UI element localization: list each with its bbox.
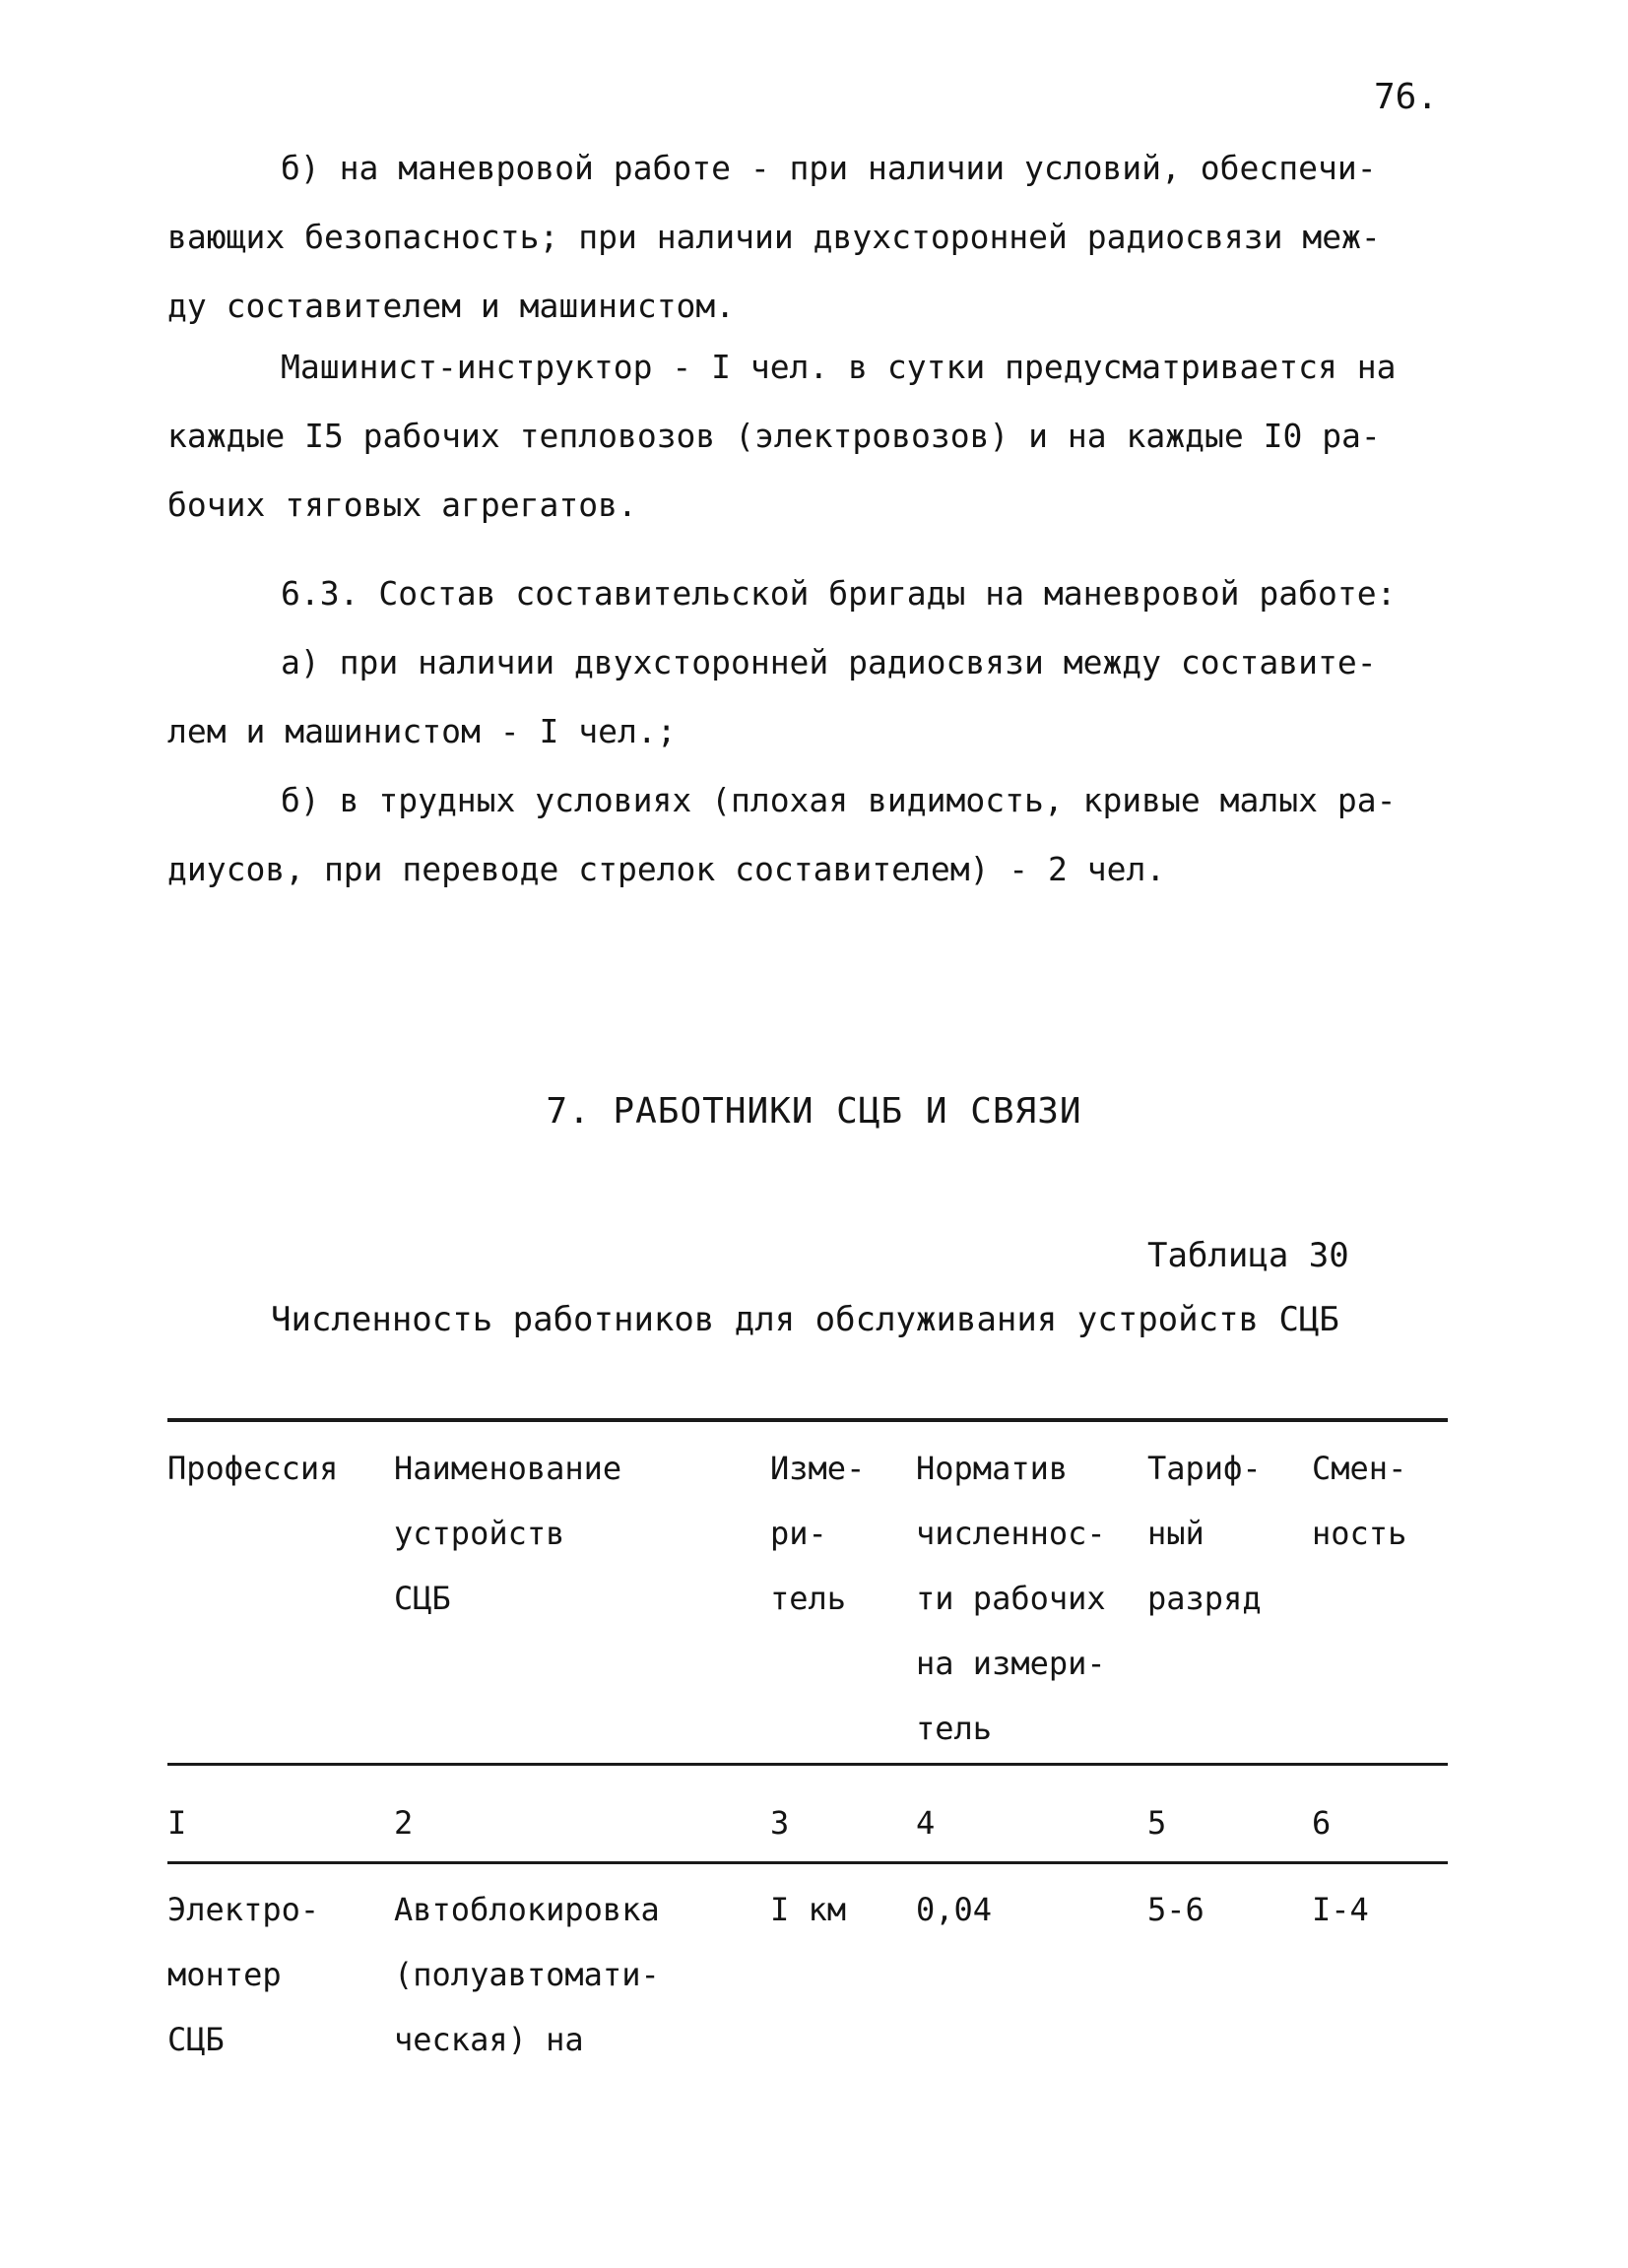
- cell-line: I-4: [1312, 1891, 1369, 1928]
- column-number: 3: [770, 1804, 790, 1842]
- column-number: 2: [394, 1804, 414, 1842]
- header-line: Изме-: [770, 1450, 866, 1487]
- header-tariff-grade: [1147, 1436, 1262, 1631]
- table-cell-shift: [1312, 1877, 1369, 1942]
- table-numbers-rule: [167, 1861, 1448, 1864]
- paragraph-instructor: [167, 333, 1458, 540]
- cell-line: ческая) на: [394, 2021, 584, 2058]
- text-line: а) при наличии двухсторонней радиосвязи между составите-: [281, 643, 1377, 681]
- table-cell-unit: [770, 1877, 846, 1942]
- paragraph-difficult-conditions: [167, 766, 1458, 904]
- table-top-rule: [167, 1418, 1448, 1422]
- column-number: I: [167, 1804, 187, 1842]
- header-norm: [916, 1436, 1106, 1761]
- header-line: Норматив: [916, 1450, 1069, 1487]
- header-line: Наименование: [394, 1450, 622, 1487]
- section-heading: 7. РАБОТНИКИ СЦБ И СВЯЗИ: [546, 1091, 1082, 1132]
- header-line: разряд: [1147, 1580, 1262, 1617]
- table-cell-grade: [1147, 1877, 1205, 1942]
- cell-line: (полуавтомати-: [394, 1956, 660, 1993]
- table-caption: Численность работников для обслуживания устройств СЦБ: [271, 1300, 1339, 1339]
- header-line: ри-: [770, 1515, 827, 1552]
- text-line: б) на маневровой работе - при наличии условий, обеспечи-: [281, 149, 1377, 187]
- header-line: тель: [916, 1710, 993, 1747]
- text-line: каждые I5 рабочих тепловозов (электровозов) и на каждые I0 ра-: [167, 417, 1381, 455]
- table-cell-device: [394, 1877, 660, 2072]
- text-line: Машинист-инструктор - I чел. в сутки предусматривается на: [281, 348, 1397, 386]
- table-header-rule: [167, 1763, 1448, 1766]
- table-label: Таблица 30: [1147, 1236, 1349, 1275]
- header-profession: [167, 1436, 338, 1501]
- text-line: лем и машинистом - I чел.;: [167, 712, 677, 750]
- text-line: б) в трудных условиях (плохая видимость, кривые малых ра-: [281, 781, 1397, 819]
- header-device-name: [394, 1436, 621, 1631]
- header-line: Тариф-: [1147, 1450, 1262, 1487]
- cell-line: Электро-: [167, 1891, 320, 1928]
- table-cell-profession: [167, 1877, 319, 2072]
- header-line: устройств: [394, 1515, 565, 1552]
- header-line: ти рабочих: [916, 1580, 1106, 1617]
- column-number: 6: [1312, 1804, 1332, 1842]
- cell-line: 0,04: [916, 1891, 993, 1928]
- paragraph-brigade-composition: [167, 559, 1458, 628]
- paragraph-radio-condition: [167, 628, 1458, 766]
- text-line: диусов, при переводе стрелок составителем) - 2 чел.: [167, 850, 1166, 888]
- paragraph-shunting-work: [167, 134, 1458, 341]
- header-line: численнос-: [916, 1515, 1106, 1552]
- header-line: на измери-: [916, 1645, 1106, 1682]
- table-cell-norm: [916, 1877, 992, 1942]
- text-line: вающих безопасность; при наличии двухсторонней радиосвязи меж-: [167, 218, 1381, 256]
- header-line: Смен-: [1312, 1450, 1407, 1487]
- page-number: 76.: [1374, 77, 1439, 117]
- column-number: 4: [916, 1804, 936, 1842]
- text-line: бочих тяговых агрегатов.: [167, 486, 637, 524]
- column-number: 5: [1147, 1804, 1167, 1842]
- header-line: Профессия: [167, 1450, 339, 1487]
- text-line: ду составителем и машинистом.: [167, 287, 736, 325]
- header-line: СЦБ: [394, 1580, 451, 1617]
- cell-line: 5-6: [1147, 1891, 1205, 1928]
- cell-line: I км: [770, 1891, 847, 1928]
- header-line: ность: [1312, 1515, 1407, 1552]
- cell-line: СЦБ: [167, 2021, 225, 2058]
- cell-line: Автоблокировка: [394, 1891, 660, 1928]
- header-shift: [1312, 1436, 1406, 1566]
- cell-line: монтер: [167, 1956, 282, 1993]
- header-line: ный: [1147, 1515, 1205, 1552]
- text-line: 6.3. Состав составительской бригады на маневровой работе:: [281, 574, 1397, 613]
- header-line: тель: [770, 1580, 847, 1617]
- header-unit: [770, 1436, 865, 1631]
